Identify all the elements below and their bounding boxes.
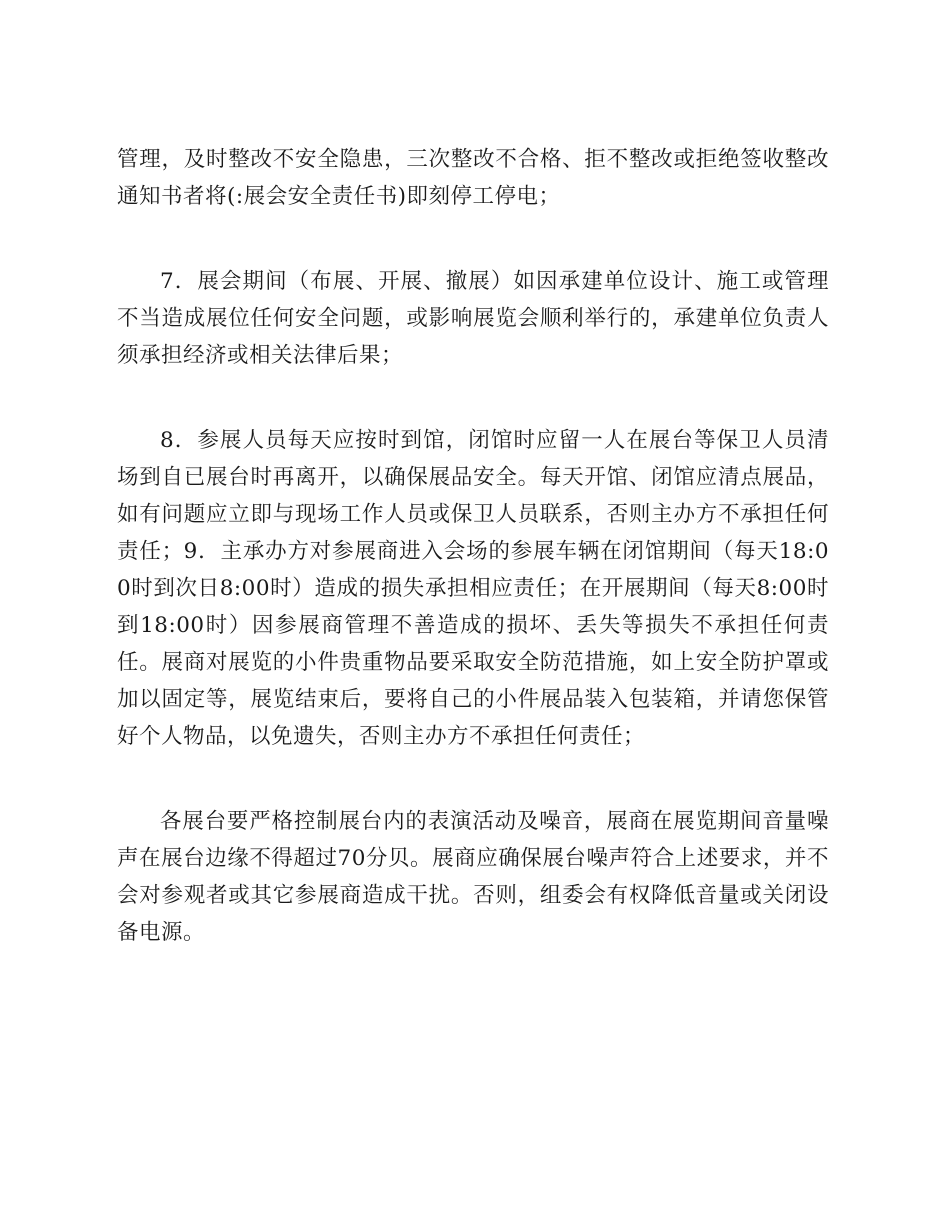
paragraph-4: 各展台要严格控制展台内的表演活动及噪音，展商在展览期间音量噪声在展台边缘不得超过70分贝。展商应确保展台噪声符合上述要求，并不会对参观者或其它参展商造成干扰。否则，组委会有权降低音量或关闭设备电源。 — [117, 809, 829, 945]
document-body — [117, 141, 829, 999]
paragraph-1: 管理，及时整改不安全隐患，三次整改不合格、拒不整改或拒绝签收整改通知书者将(:展会安全责任书)即刻停工停电； — [117, 147, 829, 209]
paragraph-3: 8．参展人员每天应按时到馆，闭馆时应留一人在展台等保卫人员清场到自已展台时再离开，以确保展品安全。每天开馆、闭馆应清点展品，如有问题应立即与现场工作人员或保卫人员联系，否则主办方不承担任何责任；9．主承办方对参展商进入会场的参展车辆在闭馆期间（每天18:00时到次日8:00时）造成的损失承担相应责任；在开展期间（每天8:00时到18:00时）因参展商管理不善造成的损坏、丢失等损失不承担任何责任。展商对展览的小件贵重物品要采取安全防范措施，如上安全防护罩或加以固定等，展览结束后，要将自己的小件展品装入包装箱，并请您保管好个人物品，以免遗失，否则主办方不承担任何责任； — [117, 428, 829, 749]
paragraph-2: 7．展会期间（布展、开展、撤展）如因承建单位设计、施工或管理不当造成展位任何安全问题，或影响展览会顺利举行的，承建单位负责人须承担经济或相关法律后果； — [117, 269, 829, 368]
